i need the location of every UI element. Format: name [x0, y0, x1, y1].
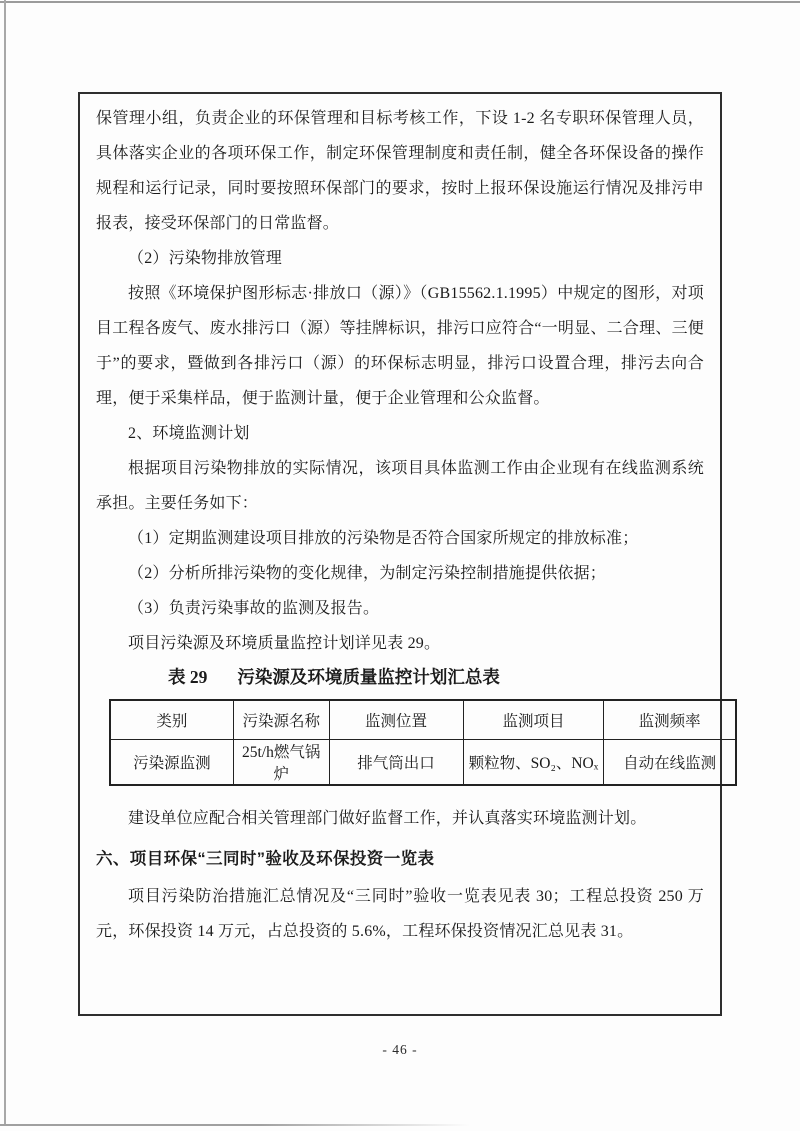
table-29-caption — [96, 664, 704, 690]
table-header-row — [110, 700, 736, 740]
table-29-label: 表 29 — [168, 667, 208, 687]
section-six-heading: 六、项目环保“三同时”验收及环保投资一览表 — [96, 850, 435, 868]
page-frame-top-line — [0, 1, 800, 3]
header-category: 类别 — [110, 700, 233, 740]
monitoring-plan-table — [109, 699, 737, 786]
paragraph-task-3: （3）负责污染事故的监测及报告。 — [128, 600, 380, 617]
page-frame-bottom-line — [0, 1124, 470, 1126]
header-monitor-item: 监测项目 — [463, 700, 604, 740]
cell-monitor-frequency: 自动在线监测 — [604, 740, 736, 786]
table-29-title: 污染源及环境质量监控计划汇总表 — [237, 667, 500, 687]
page-frame-left-line — [4, 0, 6, 1126]
header-monitor-location: 监测位置 — [329, 700, 463, 740]
page-number: - 46 - — [382, 1042, 418, 1057]
report-content-cell — [78, 92, 722, 1016]
paragraph-monitoring-intro: 根据项目污染物排放的实际情况，该项目具体监测工作由企业现有在线监测系统承担。主要任务如下： — [96, 460, 704, 512]
header-monitor-frequency: 监测频率 — [604, 700, 736, 740]
paragraph-env-management: 保管理小组，负责企业的环保管理和目标考核工作，下设 1-2 名专职环保管理人员，具体落实企业的各项环保工作，制定环保管理制度和责任制，健全各环保设备的操作规程和运行记录，同时要按照环保部门的要求，按时上报环保设施运行情况及排污申报表，接受环保部门的日常监督。 — [96, 110, 704, 232]
cell-monitor-location: 排气筒出口 — [329, 740, 463, 786]
header-source-name: 污染源名称 — [233, 700, 329, 740]
table-row — [110, 740, 736, 786]
paragraph-table-reference: 项目污染源及环境质量监控计划详见表 29。 — [128, 635, 441, 652]
cell-category: 污染源监测 — [110, 740, 233, 786]
paragraph-investment-summary: 项目污染防治措施汇总情况及“三同时”验收一览表见表 30；工程总投资 250 万元，环保投资 14 万元，占总投资的 5.6%，工程环保投资情况汇总见表 31。 — [96, 888, 704, 940]
paragraph-task-1: （1）定期监测建设项目排放的污染物是否符合国家所规定的排放标准； — [128, 530, 639, 547]
paragraph-task-2: （2）分析所排污染物的变化规律，为制定污染控制措施提供依据； — [128, 565, 607, 582]
cell-source-name: 25t/h燃气锅炉 — [233, 740, 329, 786]
paragraph-outlet-signage: 按照《环境保护图形标志·排放口（源）》（GB15562.1.1995）中规定的图形，对项目工程各废气、废水排污口（源）等挂牌标识，排污口应符合“一明显、二合理、三便于”的要求，暨做到各排污口（源）的环保标志明显，排污口设置合理，排污去向合理，便于采集样品，便于监测计量，便于企业管理和公众监督。 — [96, 285, 704, 407]
paragraph-monitoring-plan-heading: 2、环境监测计划 — [128, 425, 250, 442]
paragraph-implementation-note: 建设单位应配合相关管理部门做好监督工作，并认真落实环境监测计划。 — [128, 810, 647, 827]
cell-monitor-item: 颗粒物、SO₂、NOₓ — [463, 740, 604, 786]
paragraph-emission-mgmt-heading: （2）污染物排放管理 — [128, 250, 283, 267]
